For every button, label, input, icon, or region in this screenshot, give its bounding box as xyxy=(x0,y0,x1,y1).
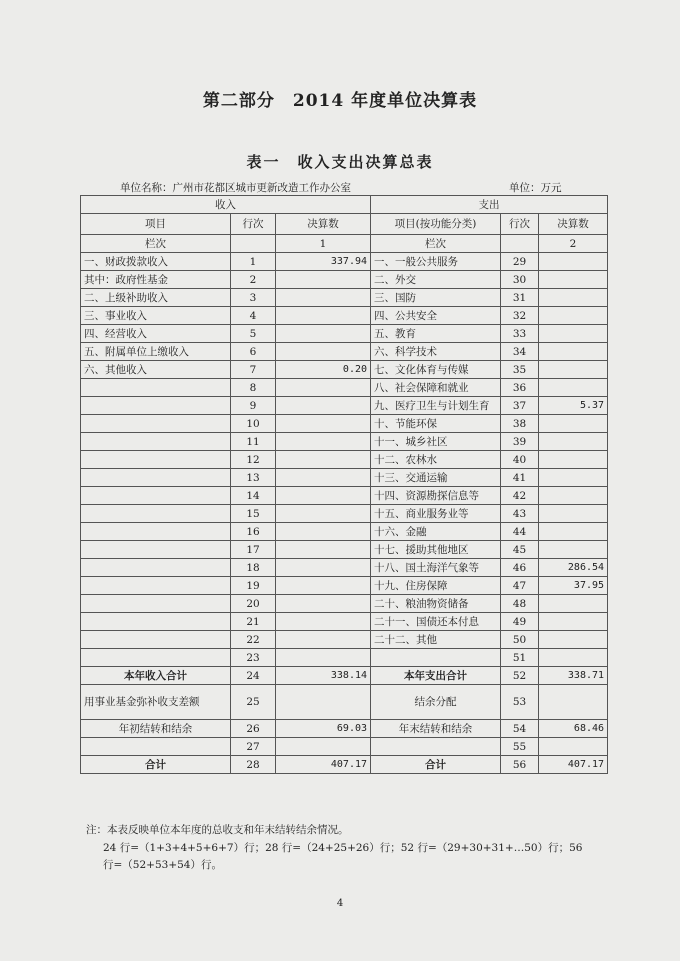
row-number: 43 xyxy=(501,505,539,523)
empty-cell xyxy=(81,738,231,756)
year-total-row xyxy=(81,667,608,685)
income-amount xyxy=(276,595,371,613)
table-row xyxy=(81,487,608,505)
row-number: 22 xyxy=(231,631,276,649)
row-number: 8 xyxy=(231,379,276,397)
expense-amount xyxy=(539,523,608,541)
row-number: 24 xyxy=(231,667,276,685)
note-line: 注：本表反映单位本年度的总收支和年末结转结余情况。 xyxy=(86,824,349,836)
row-number: 25 xyxy=(231,685,276,720)
fund-supplement-row xyxy=(81,685,608,720)
income-amount xyxy=(276,433,371,451)
income-amount xyxy=(276,577,371,595)
expense-item: 一、一般公共服务 xyxy=(371,253,501,271)
table-title: 表一 收入支出决算总表 xyxy=(246,153,434,171)
expense-item: 十、节能环保 xyxy=(371,415,501,433)
table-row xyxy=(81,595,608,613)
empty-cell xyxy=(231,235,276,253)
income-amount xyxy=(276,289,371,307)
expense-amount: 286.54 xyxy=(539,559,608,577)
row-number: 33 xyxy=(501,325,539,343)
row-number: 49 xyxy=(501,613,539,631)
expense-item: 十五、商业服务业等 xyxy=(371,505,501,523)
row-number: 38 xyxy=(501,415,539,433)
expense-item: 六、科学技术 xyxy=(371,343,501,361)
note-line: 24 行=（1+3+4+5+6+7）行；28 行=（24+25+26）行；52 行=（29+30+31+…50）行；56 xyxy=(103,842,583,854)
row-number: 53 xyxy=(501,685,539,720)
income-amount xyxy=(276,559,371,577)
income-item xyxy=(81,505,231,523)
expense-amount xyxy=(539,487,608,505)
income-amount xyxy=(276,469,371,487)
opening-balance-amount: 69.03 xyxy=(276,720,371,738)
balance-row xyxy=(81,720,608,738)
table-row xyxy=(81,415,608,433)
income-item: 六、其他收入 xyxy=(81,361,231,379)
expense-item: 五、教育 xyxy=(371,325,501,343)
income-amount xyxy=(276,415,371,433)
income-item xyxy=(81,631,231,649)
row-number: 34 xyxy=(501,343,539,361)
row-number: 35 xyxy=(501,361,539,379)
income-item xyxy=(81,613,231,631)
expense-item: 十二、农林水 xyxy=(371,451,501,469)
income-expense-table xyxy=(80,195,608,774)
table-row xyxy=(81,271,608,289)
expense-amount xyxy=(539,631,608,649)
income-amount xyxy=(276,271,371,289)
expense-amount xyxy=(539,253,608,271)
row-number: 2 xyxy=(231,271,276,289)
grand-total-row xyxy=(81,756,608,774)
row-number: 41 xyxy=(501,469,539,487)
row-number: 21 xyxy=(231,613,276,631)
row-number: 47 xyxy=(501,577,539,595)
income-item: 五、附属单位上缴收入 xyxy=(81,343,231,361)
table-row xyxy=(81,451,608,469)
income-amount xyxy=(276,541,371,559)
income-amount: 0.20 xyxy=(276,361,371,379)
table-row xyxy=(81,541,608,559)
row-number: 23 xyxy=(231,649,276,667)
table-row xyxy=(81,289,608,307)
income-item xyxy=(81,415,231,433)
group-expense-header: 支出 xyxy=(371,196,608,214)
income-item xyxy=(81,451,231,469)
income-item xyxy=(81,541,231,559)
row-number: 50 xyxy=(501,631,539,649)
year-income-total-amount: 338.14 xyxy=(276,667,371,685)
expense-amount xyxy=(539,343,608,361)
income-item xyxy=(81,577,231,595)
row-number: 56 xyxy=(501,756,539,774)
table-row xyxy=(81,325,608,343)
empty-cell xyxy=(539,685,608,720)
table-row xyxy=(81,523,608,541)
grand-total-expense-label: 合计 xyxy=(371,756,501,774)
income-item: 二、上级补助收入 xyxy=(81,289,231,307)
row-number: 6 xyxy=(231,343,276,361)
row-number: 55 xyxy=(501,738,539,756)
row-number: 16 xyxy=(231,523,276,541)
year-expense-total-amount: 338.71 xyxy=(539,667,608,685)
row-number: 32 xyxy=(501,307,539,325)
column-index-number: 1 xyxy=(276,235,371,253)
column-index-label: 栏次 xyxy=(81,235,231,253)
column-index-label: 栏次 xyxy=(371,235,501,253)
expense-item: 十九、住房保障 xyxy=(371,577,501,595)
expense-item: 二十二、其他 xyxy=(371,631,501,649)
row-number: 31 xyxy=(501,289,539,307)
row-number: 10 xyxy=(231,415,276,433)
row-number: 40 xyxy=(501,451,539,469)
row-number: 36 xyxy=(501,379,539,397)
row-number: 52 xyxy=(501,667,539,685)
row-number: 28 xyxy=(231,756,276,774)
row-number: 45 xyxy=(501,541,539,559)
row-number: 5 xyxy=(231,325,276,343)
empty-cell xyxy=(371,738,501,756)
row-number: 19 xyxy=(231,577,276,595)
row-number: 3 xyxy=(231,289,276,307)
grand-total-income-label: 合计 xyxy=(81,756,231,774)
income-amount xyxy=(276,343,371,361)
income-amount xyxy=(276,523,371,541)
expense-amount xyxy=(539,325,608,343)
expense-amount xyxy=(539,595,608,613)
group-income-header: 收入 xyxy=(81,196,371,214)
income-item: 一、财政拨款收入 xyxy=(81,253,231,271)
row-number: 46 xyxy=(501,559,539,577)
row-number: 27 xyxy=(231,738,276,756)
expense-amount xyxy=(539,649,608,667)
income-amount xyxy=(276,631,371,649)
row-number: 14 xyxy=(231,487,276,505)
fund-supplement-label: 用事业基金弥补收支差额 xyxy=(81,685,231,720)
row-number: 18 xyxy=(231,559,276,577)
expense-amount xyxy=(539,451,608,469)
income-amount: 337.94 xyxy=(276,253,371,271)
table-row xyxy=(81,307,608,325)
table-row xyxy=(81,649,608,667)
col-header-item: 项目 xyxy=(81,214,231,235)
income-item xyxy=(81,433,231,451)
expense-amount xyxy=(539,469,608,487)
empty-cell xyxy=(501,235,539,253)
table-row xyxy=(81,469,608,487)
expense-item: 十六、金融 xyxy=(371,523,501,541)
income-item: 三、事业收入 xyxy=(81,307,231,325)
empty-cell xyxy=(276,738,371,756)
row-number: 7 xyxy=(231,361,276,379)
row-number: 1 xyxy=(231,253,276,271)
row-number: 13 xyxy=(231,469,276,487)
income-amount xyxy=(276,613,371,631)
table-row xyxy=(81,343,608,361)
currency-unit: 单位：万元 xyxy=(509,182,562,194)
expense-item: 四、公共安全 xyxy=(371,307,501,325)
col-header-amount: 决算数 xyxy=(539,214,608,235)
table-row xyxy=(81,577,608,595)
grand-total-income-amount: 407.17 xyxy=(276,756,371,774)
expense-item: 七、文化体育与传媒 xyxy=(371,361,501,379)
row-number: 17 xyxy=(231,541,276,559)
grand-total-expense-amount: 407.17 xyxy=(539,756,608,774)
row-number: 48 xyxy=(501,595,539,613)
group-header-row xyxy=(81,196,608,214)
expense-item: 九、医疗卫生与计划生育 xyxy=(371,397,501,415)
income-item xyxy=(81,649,231,667)
empty-cell xyxy=(276,685,371,720)
expense-amount xyxy=(539,289,608,307)
year-expense-total-label: 本年支出合计 xyxy=(371,667,501,685)
col-header-amount: 决算数 xyxy=(276,214,371,235)
income-item xyxy=(81,397,231,415)
expense-item: 十八、国土海洋气象等 xyxy=(371,559,501,577)
income-item xyxy=(81,469,231,487)
expense-amount xyxy=(539,307,608,325)
part-title: 第二部分 2014 年度单位决算表 xyxy=(202,91,478,111)
row-number: 4 xyxy=(231,307,276,325)
row-number: 26 xyxy=(231,720,276,738)
income-amount xyxy=(276,379,371,397)
table-row xyxy=(81,253,608,271)
row-number: 44 xyxy=(501,523,539,541)
row-number: 29 xyxy=(501,253,539,271)
expense-item: 十一、城乡社区 xyxy=(371,433,501,451)
income-item xyxy=(81,595,231,613)
income-amount xyxy=(276,505,371,523)
row-number: 11 xyxy=(231,433,276,451)
income-amount xyxy=(276,307,371,325)
expense-amount xyxy=(539,541,608,559)
expense-item: 二十一、国债还本付息 xyxy=(371,613,501,631)
column-header-row xyxy=(81,214,608,235)
expense-item: 三、国防 xyxy=(371,289,501,307)
row-number: 15 xyxy=(231,505,276,523)
row-number: 20 xyxy=(231,595,276,613)
row-number: 30 xyxy=(501,271,539,289)
expense-amount xyxy=(539,613,608,631)
expense-amount xyxy=(539,505,608,523)
expense-amount xyxy=(539,271,608,289)
income-amount xyxy=(276,487,371,505)
income-item: 四、经营收入 xyxy=(81,325,231,343)
row-number: 54 xyxy=(501,720,539,738)
col-header-row-number: 行次 xyxy=(501,214,539,235)
row-number: 42 xyxy=(501,487,539,505)
expense-amount xyxy=(539,433,608,451)
income-item xyxy=(81,379,231,397)
income-item xyxy=(81,523,231,541)
income-item: 其中：政府性基金 xyxy=(81,271,231,289)
table-row xyxy=(81,505,608,523)
expense-item: 十七、援助其他地区 xyxy=(371,541,501,559)
income-amount xyxy=(276,325,371,343)
table-row xyxy=(81,613,608,631)
income-item xyxy=(81,559,231,577)
row-number: 9 xyxy=(231,397,276,415)
table-row xyxy=(81,397,608,415)
closing-balance-amount: 68.46 xyxy=(539,720,608,738)
expense-amount xyxy=(539,361,608,379)
income-item xyxy=(81,487,231,505)
income-amount xyxy=(276,451,371,469)
expense-item: 十四、资源勘探信息等 xyxy=(371,487,501,505)
expense-amount: 5.37 xyxy=(539,397,608,415)
unit-name: 单位名称：广州市花都区城市更新改造工作办公室 xyxy=(120,182,351,194)
row-number: 12 xyxy=(231,451,276,469)
table-row xyxy=(81,631,608,649)
income-amount xyxy=(276,397,371,415)
col-header-item-by-function: 项目(按功能分类) xyxy=(371,214,501,235)
empty-cell xyxy=(539,738,608,756)
column-index-row xyxy=(81,235,608,253)
column-index-number: 2 xyxy=(539,235,608,253)
table-row xyxy=(81,559,608,577)
row-number: 39 xyxy=(501,433,539,451)
expense-item: 二十、粮油物资储备 xyxy=(371,595,501,613)
table-row xyxy=(81,361,608,379)
expense-amount: 37.95 xyxy=(539,577,608,595)
col-header-row-number: 行次 xyxy=(231,214,276,235)
page-number: 4 xyxy=(336,898,344,909)
opening-balance-label: 年初结转和结余 xyxy=(81,720,231,738)
blank-row xyxy=(81,738,608,756)
note-line: 行=（52+53+54）行。 xyxy=(103,859,222,871)
row-number: 51 xyxy=(501,649,539,667)
closing-balance-label: 年末结转和结余 xyxy=(371,720,501,738)
row-number: 37 xyxy=(501,397,539,415)
expense-item: 八、社会保障和就业 xyxy=(371,379,501,397)
expense-amount xyxy=(539,379,608,397)
expense-item: 十三、交通运输 xyxy=(371,469,501,487)
expense-item: 二、外交 xyxy=(371,271,501,289)
year-income-total-label: 本年收入合计 xyxy=(81,667,231,685)
expense-item xyxy=(371,649,501,667)
expense-amount xyxy=(539,415,608,433)
table-row xyxy=(81,379,608,397)
table-row xyxy=(81,433,608,451)
surplus-distribution-label: 结余分配 xyxy=(371,685,501,720)
income-amount xyxy=(276,649,371,667)
